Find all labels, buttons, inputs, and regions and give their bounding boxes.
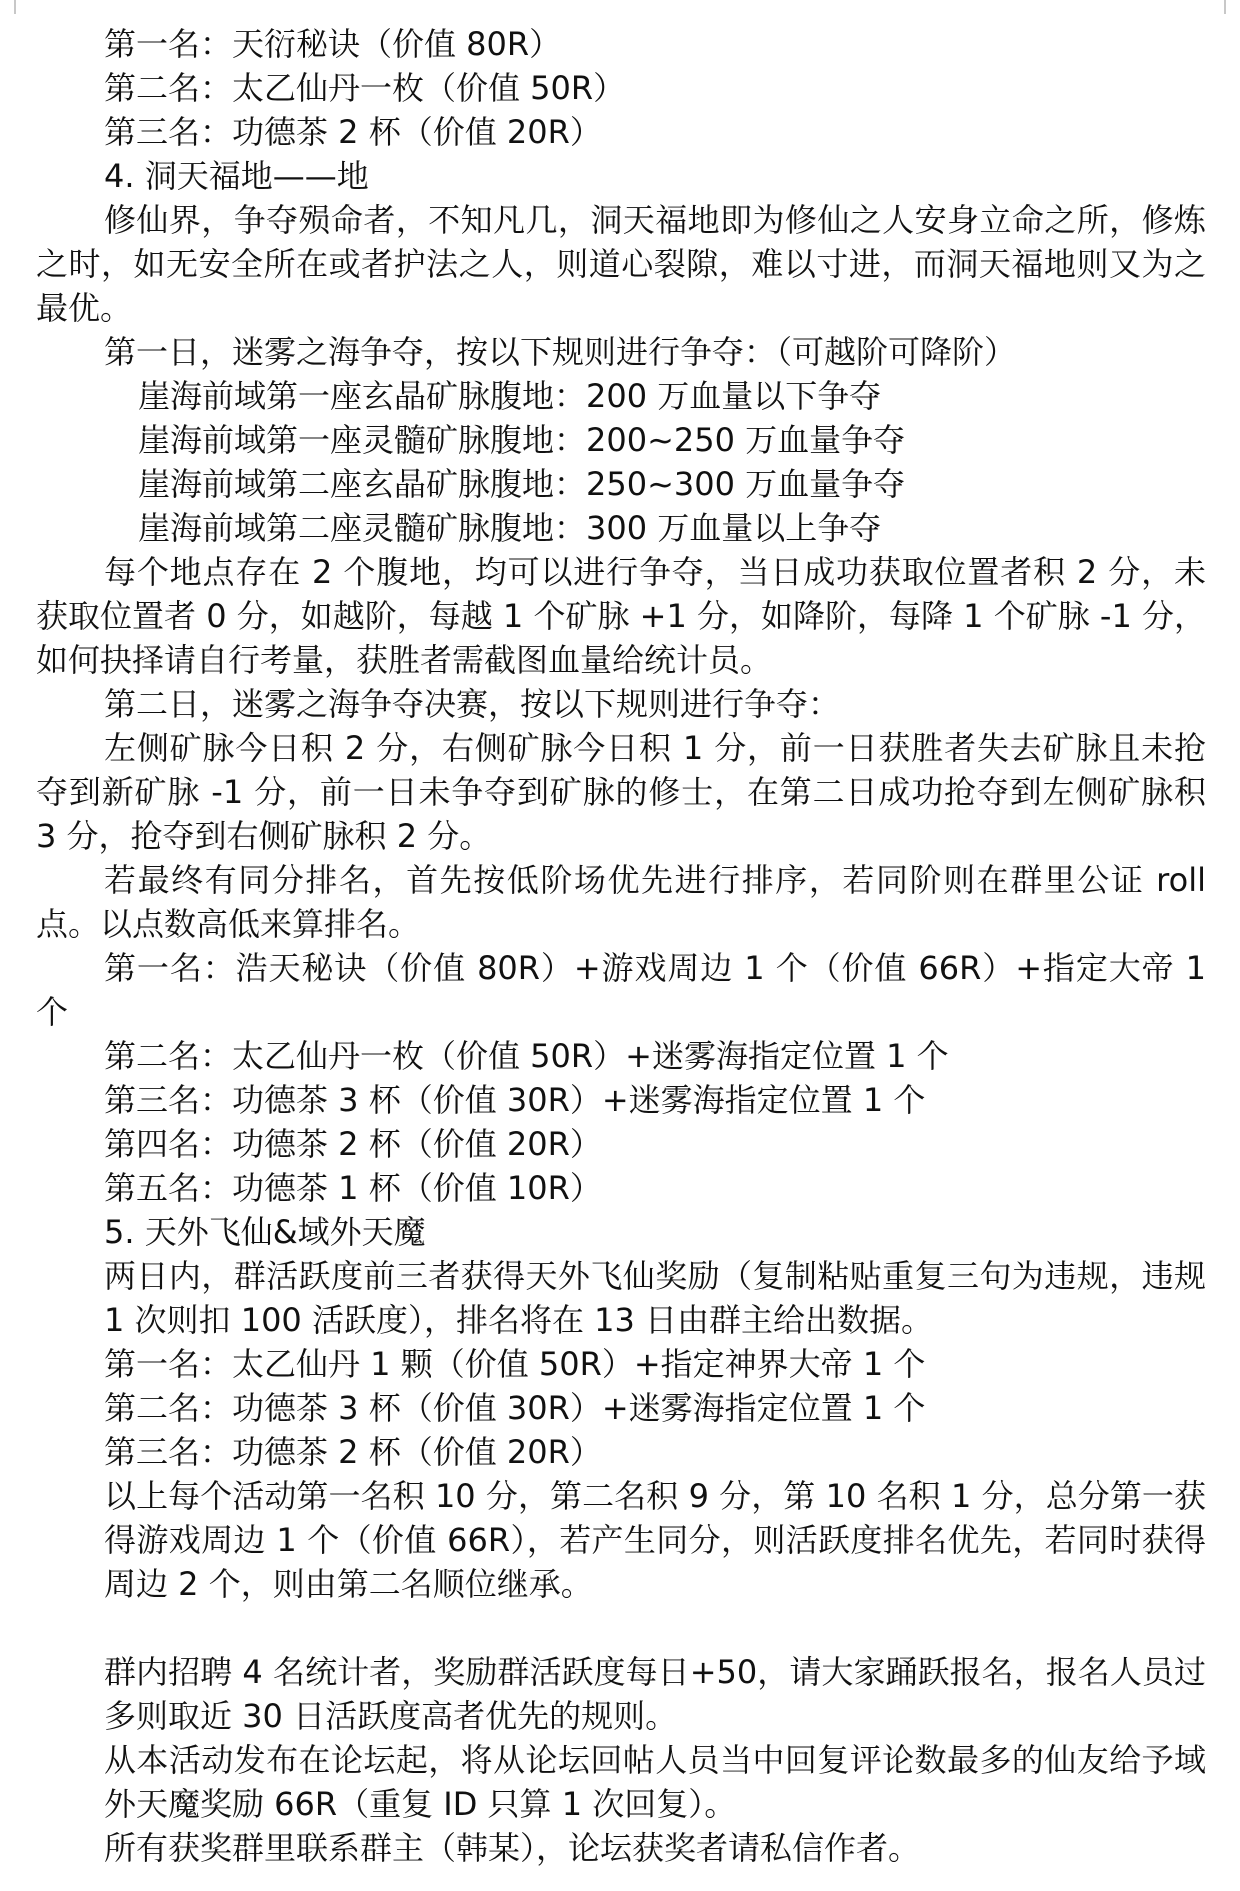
paragraph: 从本活动发布在论坛起，将从论坛回帖人员当中回复评论数最多的仙友给予域外天魔奖励 66R（重复 ID 只算 1 次回复）。 — [104, 1741, 1206, 1823]
rule-line: 崖海前域第一座灵髓矿脉腹地：200~250 万血量争夺 — [138, 421, 906, 459]
blank-line — [36, 1606, 1206, 1650]
rule-line: 崖海前域第二座灵髓矿脉腹地：300 万血量以上争夺 — [138, 509, 882, 547]
reward-line: 第一名：天衍秘诀（价值 80R） — [104, 25, 562, 63]
reward-line: 第三名：功德茶 3 杯（价值 30R）+迷雾海指定位置 1 个 — [104, 1081, 926, 1119]
section-heading: 5. 天外飞仙&域外天魔 — [104, 1213, 426, 1251]
paragraph: 群内招聘 4 名统计者，奖励群活跃度每日+50，请大家踊跃报名，报名人员过多则取近 30 日活跃度高者优先的规则。 — [104, 1653, 1206, 1735]
paragraph: 所有获奖群里联系群主（韩某），论坛获奖者请私信作者。 — [104, 1829, 921, 1867]
reward-paragraph: 第一名：浩天秘诀（价值 80R）+游戏周边 1 个（价值 66R）+指定大帝 1 个 — [36, 949, 1206, 1031]
reward-line: 第五名：功德茶 1 杯（价值 10R） — [104, 1169, 602, 1207]
reward-line: 第三名：功德茶 2 杯（价值 20R） — [104, 1433, 602, 1471]
rule-line: 崖海前域第二座玄晶矿脉腹地：250~300 万血量争夺 — [138, 465, 906, 503]
reward-line: 第一名：太乙仙丹 1 颗（价值 50R）+指定神界大帝 1 个 — [104, 1345, 926, 1383]
paragraph: 每个地点存在 2 个腹地，均可以进行争夺，当日成功获取位置者积 2 分，未获取位置者 0 分，如越阶，每越 1 个矿脉 +1 分，如降阶，每降 1 个矿脉 -1 分，如何抉择请自行考量，获胜者需截图血量给统计员。 — [36, 553, 1206, 679]
paragraph: 左侧矿脉今日积 2 分，右侧矿脉今日积 1 分，前一日获胜者失去矿脉且未抢夺到新矿脉 -1 分，前一日未争夺到矿脉的修士，在第二日成功抢夺到左侧矿脉积 3 分，抢夺到右侧矿脉积 2 分。 — [36, 729, 1206, 855]
page-corner-mark-right — [1218, 0, 1226, 14]
paragraph: 若最终有同分排名，首先按低阶场优先进行排序，若同阶则在群里公证 roll 点。以点数高低来算排名。 — [36, 861, 1206, 943]
reward-line: 第三名：功德茶 2 杯（价值 20R） — [104, 113, 602, 151]
paragraph: 两日内，群活跃度前三者获得天外飞仙奖励（复制粘贴重复三句为违规，违规 1 次则扣 100 活跃度），排名将在 13 日由群主给出数据。 — [104, 1257, 1206, 1339]
rule-intro: 第二日，迷雾之海争夺决赛，按以下规则进行争夺： — [104, 685, 841, 723]
reward-line: 第二名：太乙仙丹一枚（价值 50R）+迷雾海指定位置 1 个 — [104, 1037, 949, 1075]
reward-line: 第二名：太乙仙丹一枚（价值 50R） — [104, 69, 626, 107]
paragraph: 以上每个活动第一名积 10 分，第二名积 9 分，第 10 名积 1 分，总分第一获得游戏周边 1 个（价值 66R），若产生同分，则活跃度排名优先，若同时获得周边 2 个，则由第二名顺位继承。 — [104, 1477, 1206, 1603]
page-corner-mark-left — [14, 0, 22, 14]
rule-line: 崖海前域第一座玄晶矿脉腹地：200 万血量以下争夺 — [138, 377, 882, 415]
reward-line: 第二名：功德茶 3 杯（价值 30R）+迷雾海指定位置 1 个 — [104, 1389, 926, 1427]
reward-line: 第四名：功德茶 2 杯（价值 20R） — [104, 1125, 602, 1163]
document-page — [36, 22, 1206, 1870]
rule-intro: 第一日，迷雾之海争夺，按以下规则进行争夺：（可越阶可降阶） — [104, 333, 1017, 371]
paragraph: 修仙界，争夺殒命者，不知凡几，洞天福地即为修仙之人安身立命之所，修炼之时，如无安全所在或者护法之人，则道心裂隙，难以寸进，而洞天福地则又为之最优。 — [36, 201, 1206, 327]
section-heading: 4. 洞天福地——地 — [104, 157, 369, 195]
